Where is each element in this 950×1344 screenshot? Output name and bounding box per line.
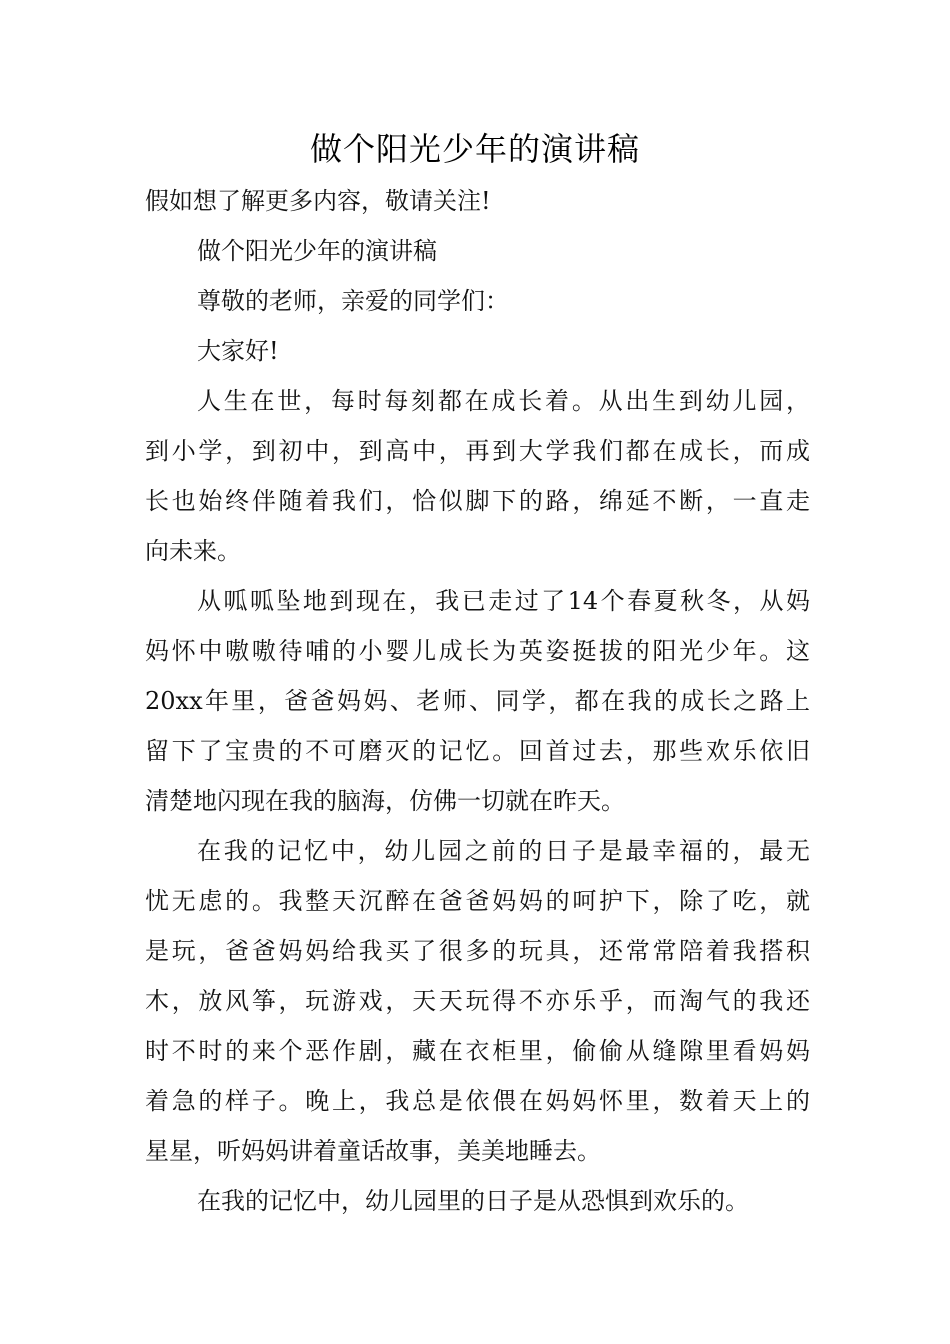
paragraph-line: 人生在世，每时每刻都在成长着。从出生到幼儿园， <box>197 387 810 415</box>
paragraph-line: 清楚地闪现在我的脑海，仿佛一切就在昨天。 <box>145 787 625 815</box>
paragraph-line: 时不时的来个恶作剧，藏在衣柜里，偷偷从缝隙里看妈妈 <box>145 1037 810 1065</box>
paragraph-line: 在我的记忆中，幼儿园之前的日子是最幸福的，最无 <box>197 837 810 865</box>
paragraph-line: 着急的样子。晚上，我总是依偎在妈妈怀里，数着天上的 <box>145 1087 810 1115</box>
paragraph-line: 长也始终伴随着我们，恰似脚下的路，绵延不断，一直走 <box>145 487 810 515</box>
paragraph-line: 从呱呱坠地到现在，我已走过了14个春夏秋冬，从妈 <box>197 587 810 615</box>
paragraph-line: 妈怀中嗷嗷待哺的小婴儿成长为英姿挺拔的阳光少年。这 <box>145 637 810 665</box>
intro-line: 假如想了解更多内容，敬请关注! <box>145 187 491 215</box>
greeting-line: 大家好! <box>197 337 279 365</box>
document-body <box>145 176 810 1226</box>
salutation-line: 尊敬的老师，亲爱的同学们： <box>197 287 509 315</box>
document-title: 做个阳光少年的演讲稿 <box>309 130 640 168</box>
paragraph-line: 忧无虑的。我整天沉醉在爸爸妈妈的呵护下，除了吃，就 <box>145 887 810 915</box>
subtitle-line: 做个阳光少年的演讲稿 <box>197 237 437 265</box>
paragraph-line: 木，放风筝，玩游戏，天天玩得不亦乐乎，而淘气的我还 <box>145 987 810 1015</box>
paragraph-line: 到小学，到初中，到高中，再到大学我们都在成长，而成 <box>145 437 810 465</box>
paragraph-line: 星星，听妈妈讲着童话故事，美美地睡去。 <box>145 1137 601 1165</box>
paragraph-line: 向未来。 <box>145 537 241 565</box>
paragraph-line: 20xx年里，爸爸妈妈、老师、同学，都在我的成长之路上 <box>145 687 810 715</box>
paragraph-line: 留下了宝贵的不可磨灭的记忆。回首过去，那些欢乐依旧 <box>145 737 810 765</box>
paragraph-line: 在我的记忆中，幼儿园里的日子是从恐惧到欢乐的。 <box>197 1187 749 1215</box>
paragraph-line: 是玩，爸爸妈妈给我买了很多的玩具，还常常陪着我搭积 <box>145 937 810 965</box>
